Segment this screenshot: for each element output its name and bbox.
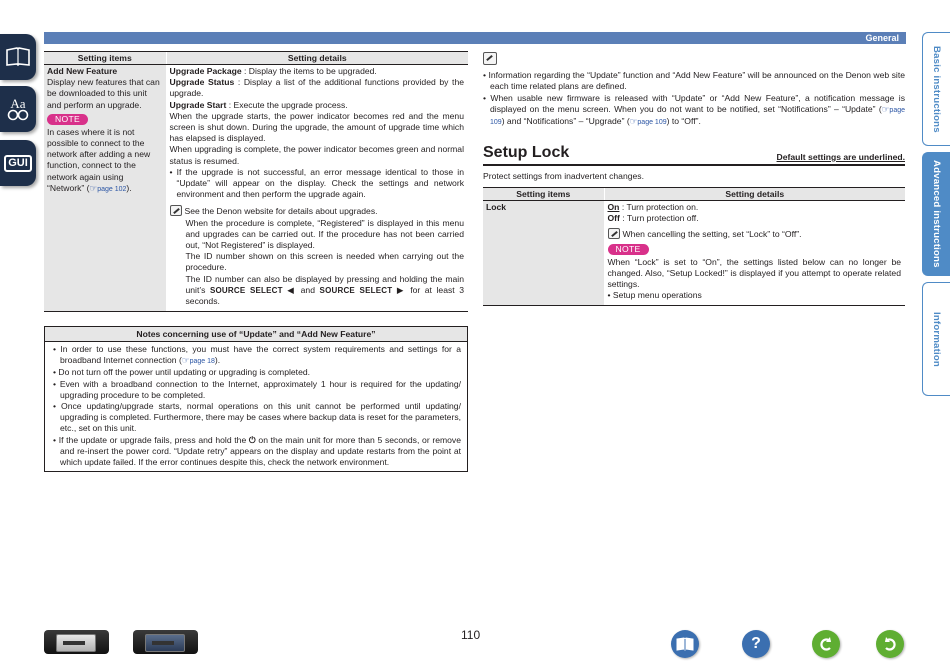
notes-box: [44, 326, 468, 472]
tab-information[interactable]: Information: [922, 282, 950, 396]
setup-lock-table: [483, 187, 905, 306]
help-icon[interactable]: ?: [742, 630, 770, 658]
note-badge: NOTE: [47, 114, 88, 125]
contents-book-icon[interactable]: [0, 34, 36, 80]
detail-upgrade-start-p1: When the upgrade starts, the power indicator becomes red and the menu screen is shut down. During the upgrade, the amount of upgrade time which has elapsed is displayed.: [169, 110, 464, 144]
item-note: In cases where it is not possible to connect to the network after adding a new function, connect to the network again using “Network” (☞page 102).: [47, 126, 151, 193]
memo-4: The ID number can also be displayed by pressing and holding the main unit’s SOURCE SELECT ◀ and SOURCE SELECT ▶ for at least 3 seconds.: [185, 273, 464, 307]
lock-details-cell: [604, 201, 905, 306]
detail-upgrade-package: Upgrade Package : Display the items to be upgraded.: [169, 66, 377, 76]
setup-lock-description: Protect settings from inadvertent changes.: [483, 171, 644, 181]
back-icon[interactable]: [812, 630, 840, 658]
item-description: Display new features that can be downloaded to this unit and perform an upgrade.: [47, 77, 160, 110]
detail-upgrade-start: Upgrade Start : Execute the upgrade process.: [169, 99, 348, 110]
notes-item: • Even with a broadband connection to the Internet, approximately 1 hour is required for the updating/ upgrading procedure to be completed.: [53, 378, 461, 400]
notes-item: • Do not turn off the power until updating or upgrading is completed.: [53, 367, 311, 378]
remote-unit-icon[interactable]: [44, 630, 109, 654]
memo-2: When the procedure is complete, “Registered” is displayed in this menu and upgrades can be carried out. If the procedure has not been carried out, “Not Registered” is displayed.: [185, 217, 464, 251]
memo-icon: [608, 228, 620, 239]
memo-3: The ID number shown on this screen is needed when carrying out the procedure.: [185, 251, 464, 273]
memo-icon: [170, 205, 182, 216]
right-memo: [483, 52, 905, 128]
item-cell: [44, 65, 166, 312]
forward-icon[interactable]: [876, 630, 904, 658]
gui-label: GUI: [4, 155, 32, 172]
notes-item: • In order to use these functions, you must have the correct system requirements and settings for a broadband Internet connection (☞page 18).: [53, 344, 462, 366]
col-setting-details: Setting details: [166, 52, 468, 65]
section-title-setup-lock: Setup Lock: [483, 144, 570, 161]
page-number: 110: [461, 628, 481, 642]
col-setting-items: Setting items: [44, 52, 166, 65]
title-rule: [483, 164, 905, 166]
note-badge: NOTE: [608, 244, 649, 255]
memo-1: See the Denon website for details about upgrades.: [170, 205, 465, 217]
notes-item: • Once updating/upgrade starts, normal operations on this unit cannot be performed until updating/ upgrading is completed. Furthermore, there may be cases where backup data is reset for the parameters, etc., set on this unit.: [53, 401, 461, 434]
contents-icon[interactable]: [671, 630, 699, 658]
power-icon: ⏻: [248, 434, 256, 445]
index-font-icon[interactable]: [0, 86, 36, 132]
lock-note-bullet: • Setup menu operations: [607, 290, 702, 301]
detail-upgrade-status: Upgrade Status : Display a list of the additional functions provided by the upgrade.: [169, 77, 464, 99]
memo-bullet: • When usable new firmware is released with “Update” or “Add New Feature”, a notification message is displayed on the menu screen. When you do not want to be notified, set “Notifications” – “Update” (☞page 109) and “Notifications” – “Upgrade” (☞page 109) to “Off”.: [483, 92, 905, 127]
page-link-109[interactable]: ☞page 109: [629, 116, 667, 127]
lock-note-text: When “Lock” is set to “On”, the settings listed below can no longer be changed. Also, “Setup Locked!” is displayed if you attempt to operate related settings.: [607, 256, 901, 290]
default-settings-note: Default settings are underlined.: [776, 152, 905, 162]
gui-icon[interactable]: [0, 140, 36, 186]
col-setting-items: Setting items: [483, 188, 604, 201]
section-title: General: [865, 33, 899, 43]
details-cell: [166, 65, 468, 312]
lock-memo: When cancelling the setting, set “Lock” to “Off”.: [608, 228, 902, 240]
detail-upgrade-bullet: • If the upgrade is not successful, an error message identical to those in “Update” will appear on the display. Check the settings and network environment and then perform the upgrade again.: [169, 166, 464, 200]
memo-bullet: • Information regarding the “Update” function and “Add New Feature” will be announced on the Denon web site each time related plans are defined.: [483, 70, 905, 92]
lock-item-cell: Lock: [483, 201, 604, 306]
memo-icon: [483, 52, 497, 65]
option-off: Off : Turn protection off.: [607, 213, 699, 224]
item-title: Add New Feature: [47, 66, 118, 76]
col-setting-details: Setting details: [604, 188, 905, 201]
page-link-109[interactable]: ☞page 109: [490, 103, 905, 127]
tab-basic-instructions[interactable]: Basic instructions: [922, 32, 950, 146]
page-link-102[interactable]: ☞page 102: [89, 182, 127, 193]
main-unit-icon[interactable]: [133, 630, 198, 654]
section-header-band: [44, 32, 906, 44]
notes-item: • If the update or upgrade fails, press and hold the ⏻ on the main unit for more than 5 seconds, or remove and re-insert the power cord. “Update retry” appears on the display and update restarts from the point at which update failed. If the error continues despite this, check the network environment.: [53, 434, 462, 468]
option-on: On : Turn protection on.: [607, 202, 699, 212]
detail-upgrade-start-p2: When upgrading is complete, the power indicator becomes green and normal status is resumed.: [169, 144, 464, 166]
page-link-18[interactable]: ☞page 18: [181, 355, 215, 366]
aa-label: Aa: [10, 95, 26, 111]
main-settings-table: [44, 51, 468, 312]
notes-title: Notes concerning use of “Update” and “Add New Feature”: [45, 327, 467, 342]
tab-advanced-instructions[interactable]: Advanced instructions: [922, 152, 950, 276]
